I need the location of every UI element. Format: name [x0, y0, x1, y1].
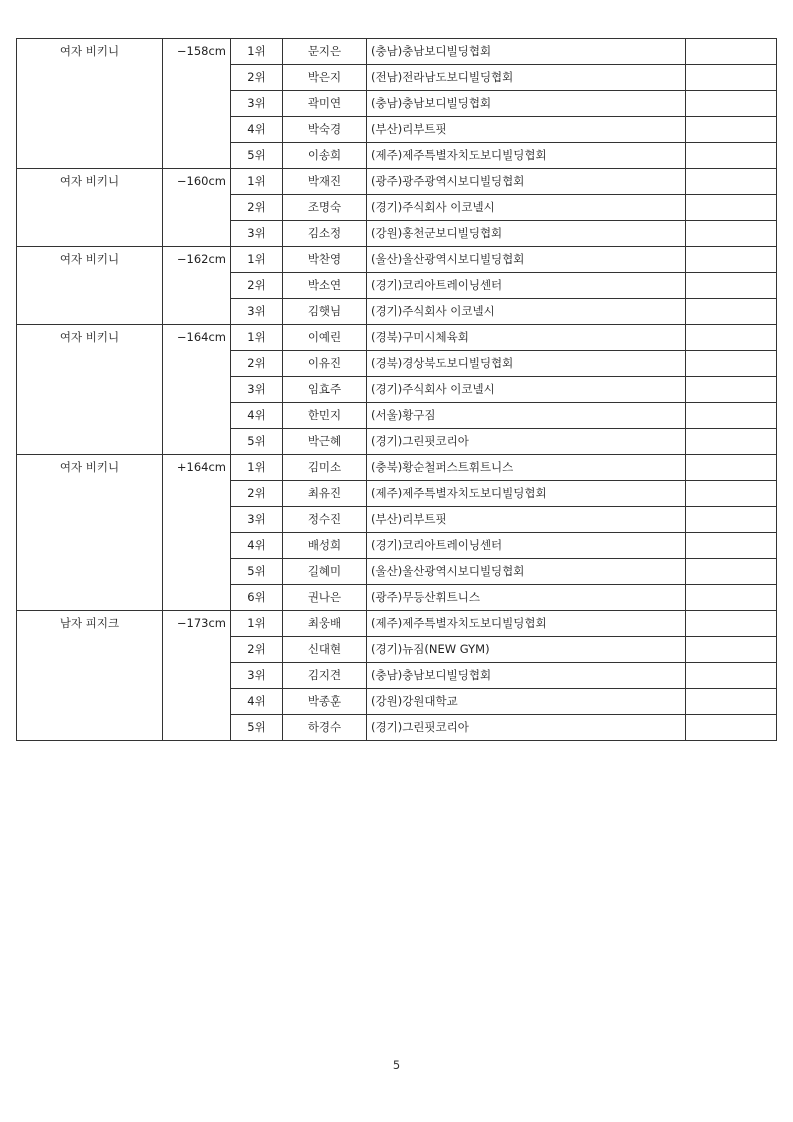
note-cell: [686, 39, 777, 65]
team-cell: (광주)광주광역시보디빌딩협회: [367, 169, 686, 195]
table-row: [17, 325, 777, 351]
athlete-name-cell: 권나은: [283, 585, 367, 611]
athlete-name-cell: 최유진: [283, 481, 367, 507]
athlete-name-cell: 박재진: [283, 169, 367, 195]
team-cell: (제주)제주특별자치도보디빌딩협회: [367, 611, 686, 637]
athlete-name-cell: 신대현: [283, 637, 367, 663]
note-cell: [686, 351, 777, 377]
athlete-name-cell: 길혜미: [283, 559, 367, 585]
weight-class-cell: −160cm: [163, 169, 231, 247]
athlete-name-cell: 박근혜: [283, 429, 367, 455]
note-cell: [686, 663, 777, 689]
rank-cell: 1위: [231, 247, 283, 273]
note-cell: [686, 481, 777, 507]
rank-cell: 1위: [231, 39, 283, 65]
note-cell: [686, 377, 777, 403]
team-cell: (강원)홍천군보디빌딩협회: [367, 221, 686, 247]
athlete-name-cell: 조명숙: [283, 195, 367, 221]
page-number: 5: [392, 1058, 401, 1072]
athlete-name-cell: 배성희: [283, 533, 367, 559]
note-cell: [686, 169, 777, 195]
note-cell: [686, 299, 777, 325]
note-cell: [686, 455, 777, 481]
team-cell: (경기)주식회사 이코넬시: [367, 299, 686, 325]
athlete-name-cell: 박찬영: [283, 247, 367, 273]
rank-cell: 5위: [231, 429, 283, 455]
table-row: [17, 247, 777, 273]
note-cell: [686, 689, 777, 715]
athlete-name-cell: 김지견: [283, 663, 367, 689]
results-table: [16, 38, 777, 741]
athlete-name-cell: 김미소: [283, 455, 367, 481]
note-cell: [686, 91, 777, 117]
results-body: [17, 39, 777, 741]
team-cell: (충남)충남보디빌딩협회: [367, 39, 686, 65]
athlete-name-cell: 박종훈: [283, 689, 367, 715]
rank-cell: 4위: [231, 533, 283, 559]
category-cell: 여자 비키니: [17, 455, 163, 611]
weight-class-cell: −162cm: [163, 247, 231, 325]
note-cell: [686, 559, 777, 585]
athlete-name-cell: 정수진: [283, 507, 367, 533]
category-cell: 여자 비키니: [17, 247, 163, 325]
rank-cell: 1위: [231, 169, 283, 195]
rank-cell: 5위: [231, 143, 283, 169]
team-cell: (경기)주식회사 이코넬시: [367, 377, 686, 403]
athlete-name-cell: 김햇님: [283, 299, 367, 325]
note-cell: [686, 325, 777, 351]
team-cell: (충남)충남보디빌딩협회: [367, 91, 686, 117]
athlete-name-cell: 문지은: [283, 39, 367, 65]
note-cell: [686, 715, 777, 741]
note-cell: [686, 143, 777, 169]
rank-cell: 5위: [231, 559, 283, 585]
team-cell: (서울)황구짐: [367, 403, 686, 429]
team-cell: (경기)코리아트레이닝센터: [367, 273, 686, 299]
table-row: [17, 169, 777, 195]
rank-cell: 2위: [231, 637, 283, 663]
rank-cell: 2위: [231, 195, 283, 221]
athlete-name-cell: 이유진: [283, 351, 367, 377]
rank-cell: 5위: [231, 715, 283, 741]
team-cell: (제주)제주특별자치도보디빌딩협회: [367, 143, 686, 169]
rank-cell: 1위: [231, 455, 283, 481]
category-cell: 남자 피지크: [17, 611, 163, 741]
team-cell: (광주)무등산휘트니스: [367, 585, 686, 611]
note-cell: [686, 403, 777, 429]
note-cell: [686, 117, 777, 143]
team-cell: (부산)리부트핏: [367, 507, 686, 533]
rank-cell: 1위: [231, 325, 283, 351]
note-cell: [686, 429, 777, 455]
team-cell: (강원)강원대학교: [367, 689, 686, 715]
weight-class-cell: −173cm: [163, 611, 231, 741]
rank-cell: 6위: [231, 585, 283, 611]
rank-cell: 3위: [231, 91, 283, 117]
athlete-name-cell: 하경수: [283, 715, 367, 741]
note-cell: [686, 221, 777, 247]
rank-cell: 2위: [231, 65, 283, 91]
team-cell: (전남)전라남도보디빌딩협회: [367, 65, 686, 91]
team-cell: (제주)제주특별자치도보디빌딩협회: [367, 481, 686, 507]
team-cell: (경기)코리아트레이닝센터: [367, 533, 686, 559]
rank-cell: 4위: [231, 403, 283, 429]
team-cell: (경기)뉴짐(NEW GYM): [367, 637, 686, 663]
weight-class-cell: −158cm: [163, 39, 231, 169]
note-cell: [686, 273, 777, 299]
athlete-name-cell: 박소연: [283, 273, 367, 299]
note-cell: [686, 585, 777, 611]
note-cell: [686, 65, 777, 91]
note-cell: [686, 611, 777, 637]
team-cell: (부산)리부트핏: [367, 117, 686, 143]
athlete-name-cell: 임효주: [283, 377, 367, 403]
rank-cell: 4위: [231, 117, 283, 143]
table-row: [17, 39, 777, 65]
rank-cell: 2위: [231, 273, 283, 299]
rank-cell: 1위: [231, 611, 283, 637]
team-cell: (충남)충남보디빌딩협회: [367, 663, 686, 689]
weight-class-cell: +164cm: [163, 455, 231, 611]
athlete-name-cell: 이예린: [283, 325, 367, 351]
rank-cell: 3위: [231, 663, 283, 689]
athlete-name-cell: 박은지: [283, 65, 367, 91]
team-cell: (울산)울산광역시보디빌딩협회: [367, 559, 686, 585]
team-cell: (경북)구미시체육회: [367, 325, 686, 351]
weight-class-cell: −164cm: [163, 325, 231, 455]
team-cell: (경기)그린핏코리아: [367, 715, 686, 741]
rank-cell: 3위: [231, 221, 283, 247]
note-cell: [686, 533, 777, 559]
athlete-name-cell: 최웅배: [283, 611, 367, 637]
team-cell: (울산)울산광역시보디빌딩협회: [367, 247, 686, 273]
rank-cell: 3위: [231, 377, 283, 403]
athlete-name-cell: 박숙경: [283, 117, 367, 143]
category-cell: 여자 비키니: [17, 169, 163, 247]
athlete-name-cell: 곽미연: [283, 91, 367, 117]
athlete-name-cell: 한민지: [283, 403, 367, 429]
team-cell: (충북)황순철퍼스트휘트니스: [367, 455, 686, 481]
athlete-name-cell: 이송희: [283, 143, 367, 169]
team-cell: (경기)그린핏코리아: [367, 429, 686, 455]
rank-cell: 3위: [231, 299, 283, 325]
team-cell: (경기)주식회사 이코넬시: [367, 195, 686, 221]
rank-cell: 2위: [231, 481, 283, 507]
note-cell: [686, 507, 777, 533]
team-cell: (경북)경상북도보디빌딩협회: [367, 351, 686, 377]
table-row: [17, 611, 777, 637]
note-cell: [686, 195, 777, 221]
category-cell: 여자 비키니: [17, 39, 163, 169]
athlete-name-cell: 김소정: [283, 221, 367, 247]
table-row: [17, 455, 777, 481]
category-cell: 여자 비키니: [17, 325, 163, 455]
rank-cell: 2위: [231, 351, 283, 377]
note-cell: [686, 247, 777, 273]
rank-cell: 3위: [231, 507, 283, 533]
note-cell: [686, 637, 777, 663]
rank-cell: 4위: [231, 689, 283, 715]
